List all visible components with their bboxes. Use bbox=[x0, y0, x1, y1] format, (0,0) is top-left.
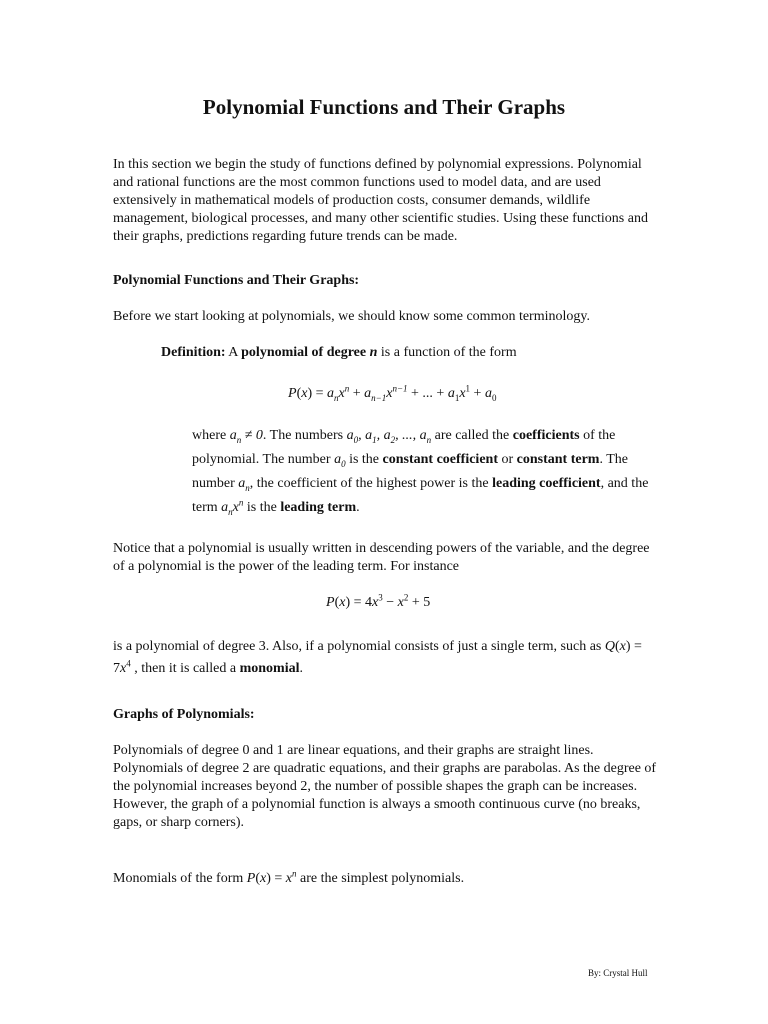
monomial-equation: Q bbox=[604, 639, 615, 654]
where-text-3: are called the bbox=[434, 428, 510, 443]
leading-coefficient-term: leading coefficient bbox=[492, 476, 601, 491]
page-title: Polynomial Functions and Their Graphs bbox=[202, 95, 566, 119]
graphs-paragraph: Polynomials of degree 0 and 1 are linear equations, and their graphs are straight lines. Polynomials of degree 2 are quadratic equations, and their graphs are parabolas. As the degree of the polynomial increases beyond 2, the number of possible shapes the graph can be increases. However, the graph of a polynomial function is always a smooth continuous curve (no breaks, gaps, or sharp corners). bbox=[113, 743, 657, 830]
where-text-4: of the polynomial. The number bbox=[192, 428, 616, 467]
where-text-7: , the coefficient of the highest power is the bbox=[249, 476, 489, 491]
intro-paragraph: In this section we begin the study of functions defined by polynomial expressions. Polynomial and rational functions are the most common functions used to model data, and are used extensively in mathematical models of production costs, consumer demands, wildlife management, biological processes, and many other scientific studies. Using these functions and their graphs, predictions regarding future trends can be made. bbox=[113, 157, 648, 244]
constant-coefficient-term: constant coefficient bbox=[382, 452, 498, 467]
definition-explanation bbox=[192, 424, 652, 520]
monomial-form-equation: $P(x) = x^n$ bbox=[246, 868, 297, 886]
monomial-form-line bbox=[113, 870, 658, 888]
coefficients-term: coefficients bbox=[512, 428, 580, 443]
monomial-form-text-2: are the simplest polynomials. bbox=[300, 871, 465, 886]
where-text-2: . The numbers bbox=[262, 428, 344, 443]
where-text-5: is the bbox=[349, 452, 380, 467]
or-text: or bbox=[501, 452, 514, 467]
section-heading-graphs: Graphs of Polynomials: bbox=[113, 707, 255, 722]
definition-text-a: A bbox=[228, 345, 238, 360]
an-symbol: $a_n$ bbox=[238, 476, 250, 493]
where-text: where bbox=[192, 428, 227, 443]
author-footer: By: Crystal Hull bbox=[588, 968, 648, 978]
monomial-text-1: is a polynomial of degree 3. Also, if a polynomial consists of just a single term, such as bbox=[113, 639, 602, 654]
where-text-9: is the bbox=[246, 500, 277, 515]
general-polynomial-equation: $P(x) = a_nx^n + a_{n-1}x^{n-1}$ + ... + $a_1x^1 + a_0$ bbox=[288, 383, 497, 403]
anxn-symbol: $a_nx^n$ bbox=[221, 497, 244, 517]
monomial-text-3: . bbox=[299, 661, 303, 676]
definition-label: Definition: bbox=[161, 345, 226, 360]
where-text-6: . The number bbox=[192, 452, 628, 491]
definition-term: polynomial of degree bbox=[241, 345, 367, 360]
monomial-term: monomial bbox=[239, 661, 300, 676]
definition-line bbox=[161, 344, 661, 362]
leading-term-term: leading term bbox=[280, 500, 357, 515]
coefficient-list: $a_0$, $a_1$, $a_2$, ..., $a_n$ bbox=[346, 428, 432, 445]
monomial-paragraph: is a polynomial of degree 3. Also, if a polynomial consists of just a single term, such as $Q(x) = 7x^4$ , then it is called a monomial. bbox=[113, 639, 642, 676]
where-text-8: , and the term bbox=[192, 476, 649, 515]
notice-paragraph: Notice that a polynomial is usually written in descending powers of the variable, and the degree of a polynomial is the power of the leading term. For instance bbox=[113, 541, 650, 574]
leading-nonzero-condition: $a_n \ne 0$ bbox=[229, 428, 263, 445]
where-text-10: . bbox=[356, 500, 360, 515]
terminology-lead: Before we start looking at polynomials, we should know some common terminology. bbox=[113, 309, 590, 324]
example-equation: $P(x) = 4x^3 - x^2 + 5$ bbox=[326, 592, 431, 610]
monomial-form-text-1: Monomials of the form bbox=[113, 871, 244, 886]
definition-text-b: is a function of the form bbox=[380, 345, 517, 360]
a0-symbol: $a_0$ bbox=[334, 452, 346, 469]
section-heading-polynomial-functions: Polynomial Functions and Their Graphs: bbox=[113, 273, 360, 288]
constant-term-term: constant term bbox=[516, 452, 600, 467]
monomial-text-2: , then it is called a bbox=[134, 661, 237, 676]
definition-var-n: n bbox=[369, 345, 378, 360]
